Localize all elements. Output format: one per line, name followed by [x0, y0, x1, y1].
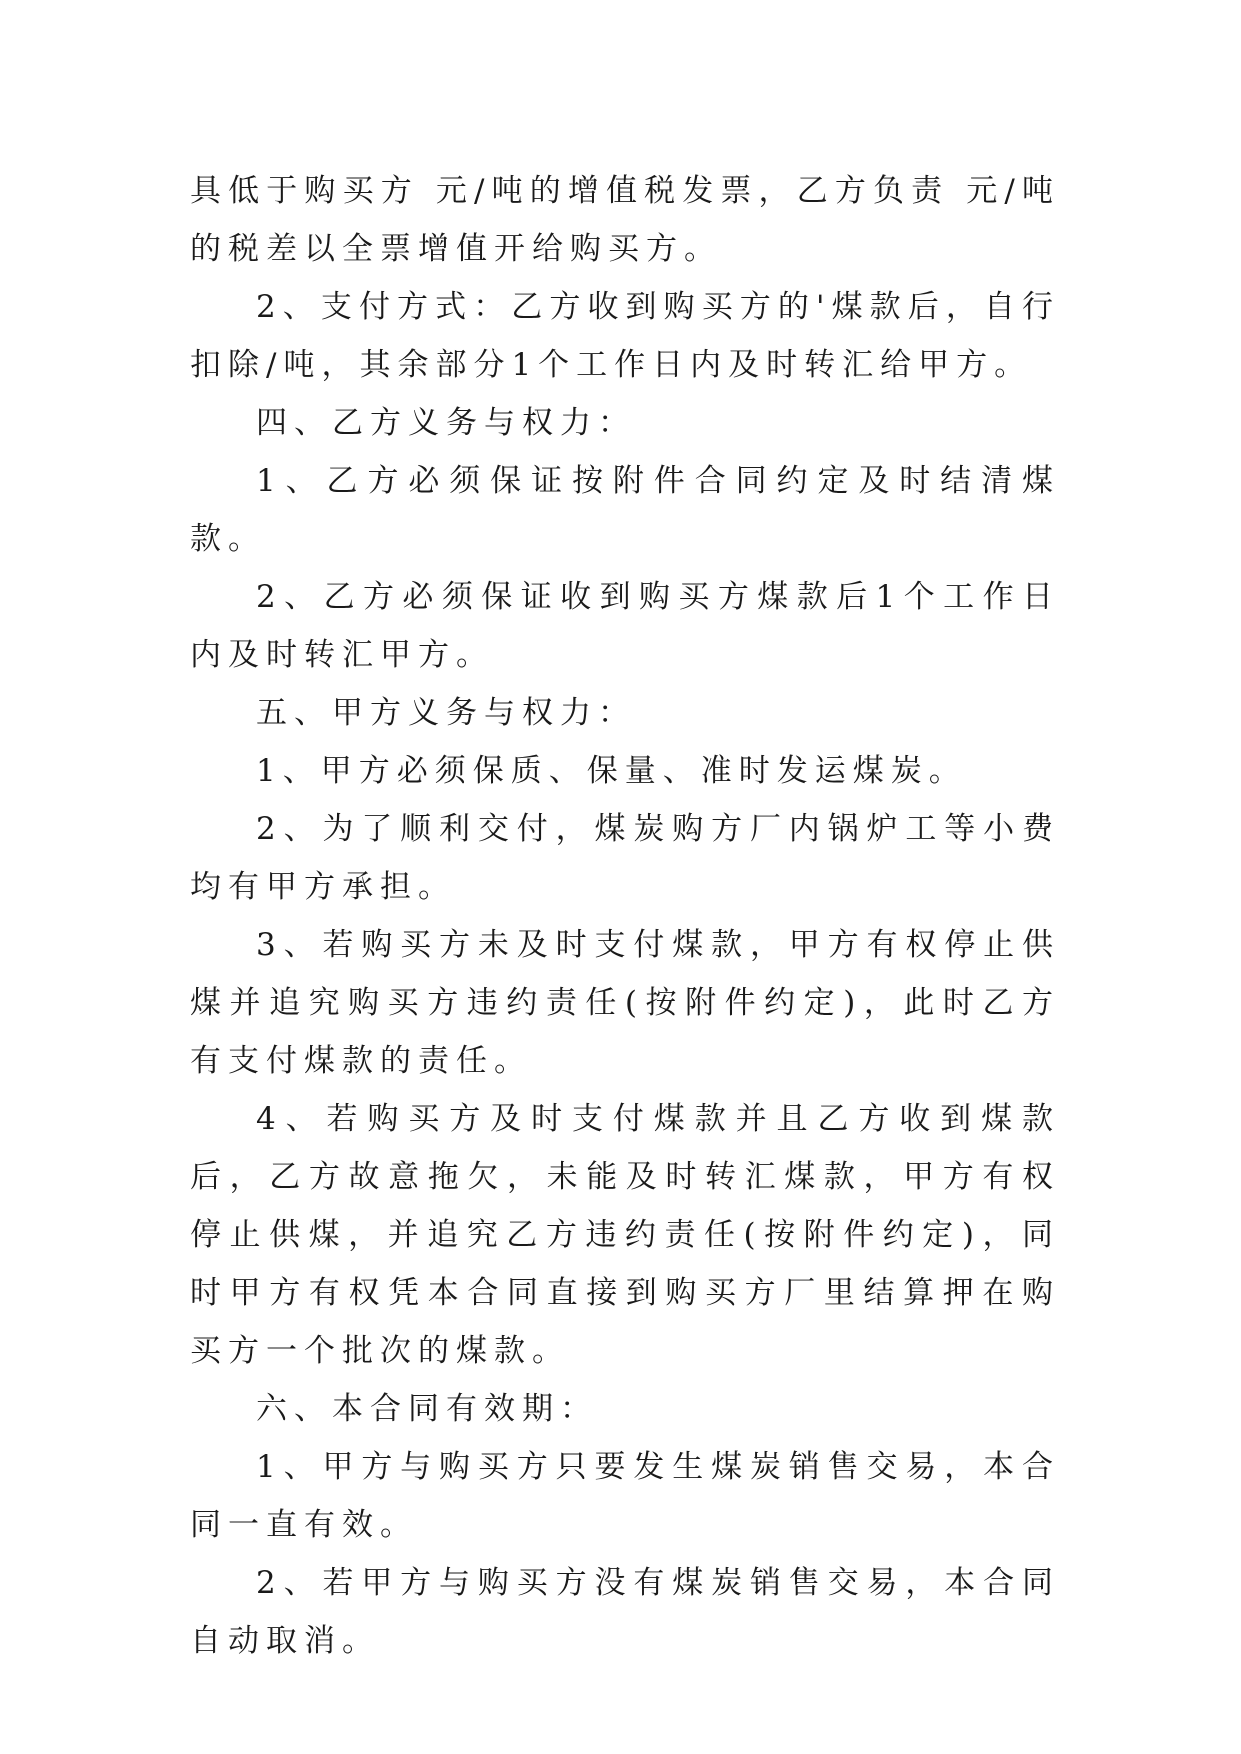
paragraph-validity-1: 1、甲方与购买方只要发生煤炭销售交易，本合同一直有效。 — [190, 1449, 1060, 1543]
section-heading-party-b-duties: 四、乙方义务与权力： — [256, 405, 636, 441]
paragraph-party-b-duty-2: 2、乙方必须保证收到购买方煤款后1个工作日内及时转汇甲方。 — [190, 579, 1060, 673]
paragraph-validity-2: 2、若甲方与购买方没有煤炭销售交易，本合同自动取消。 — [190, 1565, 1060, 1659]
paragraph-party-a-duty-4: 4、若购买方及时支付煤款并且乙方收到煤款后，乙方故意拖欠，未能及时转汇煤款，甲方有权停止供煤，并追究乙方违约责任(按附件约定)，同时甲方有权凭本合同直接到购买方厂里结算押在购买方一个批次的煤款。 — [190, 1101, 1060, 1369]
section-heading-party-a-duties: 五、甲方义务与权力： — [256, 695, 636, 731]
document-body — [190, 162, 1060, 1670]
paragraph-payment-method: 2、支付方式：乙方收到购买方的'煤款后，自行扣除/吨，其余部分1个工作日内及时转汇给甲方。 — [190, 289, 1060, 383]
paragraph-party-a-duty-3: 3、若购买方未及时支付煤款，甲方有权停止供煤并追究购买方违约责任(按附件约定)，此时乙方有支付煤款的责任。 — [190, 927, 1060, 1079]
section-heading-validity: 六、本合同有效期： — [256, 1391, 598, 1427]
paragraph-party-a-duty-1: 1、甲方必须保质、保量、准时发运煤炭。 — [256, 753, 967, 789]
paragraph-party-b-duty-1: 1、乙方必须保证按附件合同约定及时结清煤款。 — [190, 463, 1060, 557]
paragraph-party-a-duty-2: 2、为了顺利交付，煤炭购方厂内锅炉工等小费均有甲方承担。 — [190, 811, 1060, 905]
paragraph-invoice-continuation: 具低于购买方 元/吨的增值税发票，乙方负责 元/吨的税差以全票增值开给购买方。 — [190, 173, 1060, 267]
